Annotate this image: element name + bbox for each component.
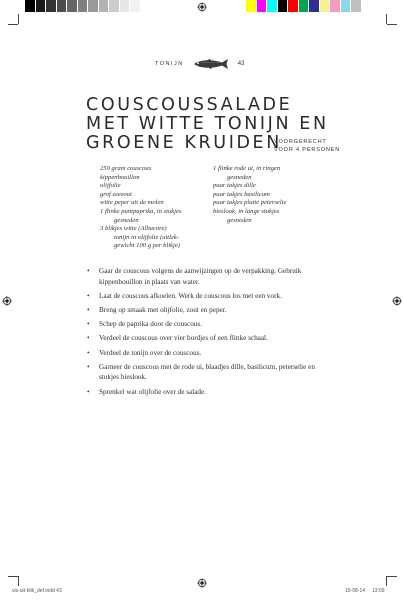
crop-mark [386,14,387,24]
bullet-icon: • [87,305,90,314]
gray-swatch [88,0,99,12]
crop-mark [8,576,18,577]
registration-mark-icon [392,296,402,306]
bullet-icon: • [87,348,90,357]
color-swatch [288,0,299,12]
bullet-icon: • [87,362,90,371]
ingredient-line: gesneden [227,173,252,181]
color-swatch [267,0,278,12]
ingredient-line: 250 gram couscous [100,165,152,172]
ingredient-item [100,191,220,200]
serving-info [274,139,340,154]
color-swatch [341,0,352,12]
crop-mark [386,576,387,586]
ingredient-item [213,199,323,208]
ingredient-line: tonijn in olijfolie (uitlek- [114,233,180,241]
ingredient-item [213,208,323,225]
color-calibration-bar [246,0,372,12]
registration-mark-icon [197,578,207,588]
registration-mark-icon [197,2,207,12]
ingredient-line: paar takjes platte peterselie [213,199,287,207]
ingredient-item [213,182,323,191]
slug-time: 13:09 [372,588,385,594]
gray-swatch [141,0,152,12]
color-swatch [351,0,362,12]
crop-mark [18,14,19,24]
step-text: Verdeel de tonijn over de couscous. [99,348,202,357]
bullet-icon: • [87,334,90,343]
running-head [155,57,265,71]
method-steps [86,266,324,401]
color-swatch [246,0,257,12]
title-line: GROENE KRUIDEN [86,133,282,153]
section-label: TONIJN [155,61,184,67]
ingredient-line: paar takjes dille [213,182,256,190]
ingredient-item [100,225,220,251]
ingredient-line: gewicht 100 g per blikje) [114,242,180,250]
color-swatch [309,0,320,12]
step-text: Schep de paprika door de couscous. [99,320,202,329]
servings-label: VOOR 4 PERSONEN [274,146,341,153]
step-text: Garneer de couscous met de rode ui, blaadjes dille, basilicum, peterselie en stukjes bieslook. [99,362,315,382]
method-step [86,266,324,287]
title-line: COUSCOUSSALADE [86,95,293,115]
ingredient-item [213,191,323,200]
ingredient-item [213,165,323,182]
gray-swatch [99,0,110,12]
ingredient-line: gesneden [227,216,252,224]
color-swatch [299,0,310,12]
color-swatch [330,0,341,12]
ingredient-item [100,165,220,174]
color-swatch [278,0,289,12]
method-step [86,291,324,302]
gray-swatch [57,0,68,12]
page-number: 43 [237,61,245,67]
slug-date: 15-08-14 [345,588,366,594]
ingredient-item [100,182,220,191]
bullet-icon: • [87,267,90,275]
gray-swatch [130,0,141,12]
step-text: Laat de couscous afkoelen. Werk de couscous los met een vork. [99,291,282,300]
gray-swatch [67,0,78,12]
crop-mark [8,24,18,25]
recipe-title [86,96,386,153]
step-text: Verdeel de couscous over vier bordjes of een flinke schaal. [99,334,268,343]
step-text: Breng op smaak met olijfolie, zout en peper. [99,305,227,314]
method-step [86,333,324,344]
ingredient-line: 3 blikjes witte (Albacore) [100,225,167,233]
ingredient-line: olijfolie [100,182,121,190]
ingredient-line: witte peper uit de molen [100,199,164,207]
gray-swatch [46,0,57,12]
gray-swatch [78,0,89,12]
crop-mark [387,576,397,577]
method-step [86,348,324,359]
color-swatch [362,0,373,12]
method-step [86,319,324,330]
color-swatch [320,0,331,12]
ingredient-line: grof zeezout [100,190,132,198]
gray-swatch [109,0,120,12]
ingredient-list [100,165,220,251]
course-label: VOORGERECHT [274,139,327,145]
method-step [86,305,324,316]
method-step [86,387,324,398]
color-swatch [257,0,268,12]
ingredient-line: kippenbouillon [100,173,140,181]
gray-swatch [36,0,47,12]
slug-file: vis-uit-blik_def.indd 43 [12,588,62,594]
ingredient-line: 1 flinke puntpaprika, in stukjes [100,207,182,215]
ingredient-item [100,208,220,225]
ingredient-line: 1 flinke rode ui, in ringen [213,165,281,172]
gray-swatch [120,0,131,12]
ingredient-line: paar takjes basilicum [213,190,270,198]
crop-mark [18,576,19,586]
ingredient-item [100,174,220,183]
method-step [86,362,324,383]
title-line: MET WITTE TONIJN EN [86,114,329,134]
crop-mark [387,24,397,25]
ingredient-list [213,165,323,225]
gray-swatch [25,0,36,12]
step-text: Sprenkel wat olijfolie over de salade. [99,387,206,396]
bullet-icon: • [87,291,90,300]
bullet-icon: • [87,387,90,396]
ingredient-line: gesneden [114,216,139,224]
registration-mark-icon [2,296,12,306]
step-text: Gaar de couscous volgens de aanwijzingen op de verpakking. Gebruik kippenbouillon in plaats van water. [99,267,302,286]
ingredient-item [100,199,220,208]
ingredient-line: bieslook, in lange stukjes [213,207,280,215]
tuna-fish-icon [192,58,230,70]
gray-calibration-bar [25,0,151,12]
bullet-icon: • [87,320,90,329]
